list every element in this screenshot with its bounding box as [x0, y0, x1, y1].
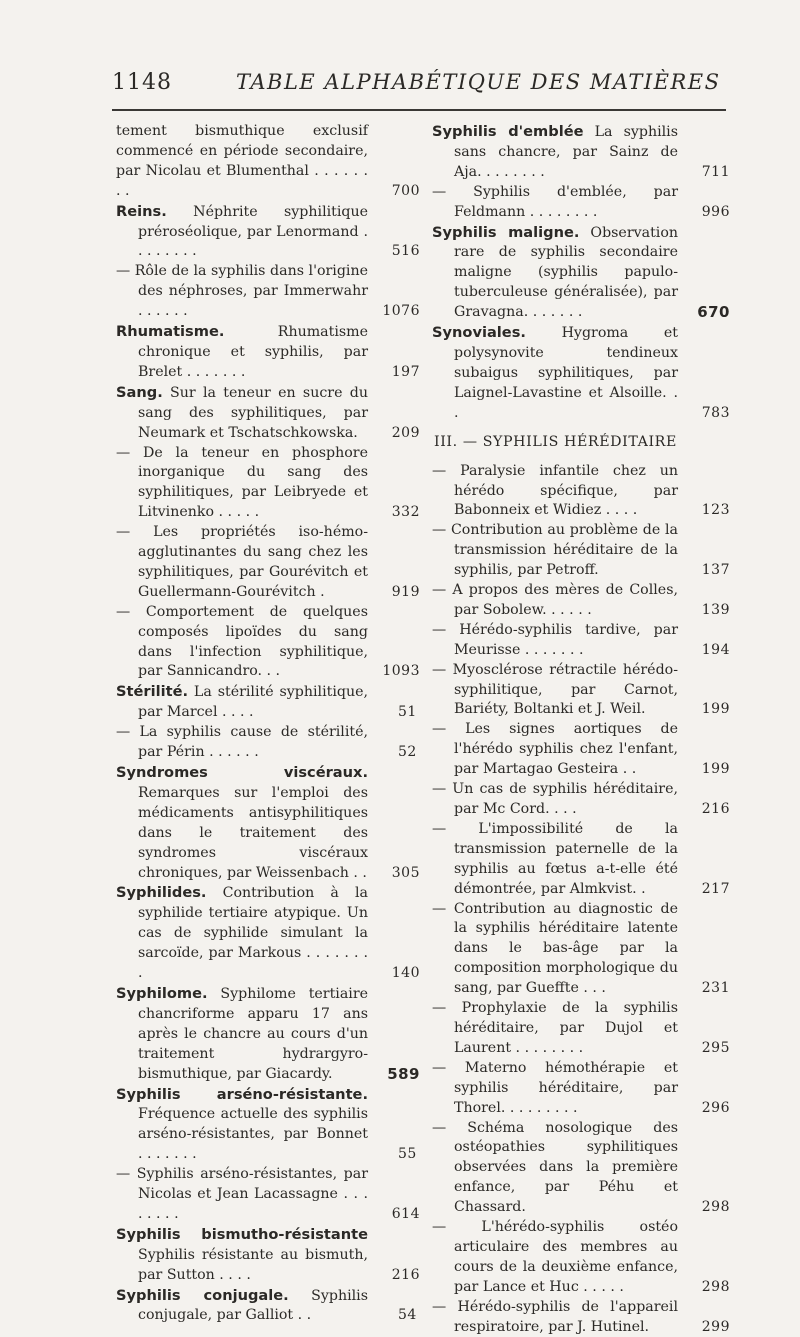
index-entry — [116, 1165, 420, 1225]
index-entry — [432, 223, 728, 324]
page-reference: 217 — [701, 880, 730, 897]
entry-text: — Hérédo-syphilis de l'appareil respiratoire, par J. Hutinel. — [432, 1298, 678, 1335]
entry-text: — Rôle de la syphilis dans l'origine des néphroses, par Immerwahr . . . . . . — [116, 263, 368, 320]
page-reference: 194 — [701, 641, 730, 658]
entry-text: Hygroma et polysynovite tendineux subaigus syphilitiques, par Laignel-Lavastine et Alsoille. . . — [454, 325, 678, 421]
entry-keyword: Sang. — [116, 383, 163, 401]
entry-text: — Syphilis arséno-résistantes, par Nicolas et Jean Lacassagne . . . . . . . . — [116, 1166, 368, 1222]
index-entry: — La syphilis cause de stérilité, par Périn . . . . . . 52 — [116, 724, 417, 761]
running-title: TABLE ALPHABÉTIQUE DES MATIÈRES — [236, 70, 721, 94]
page-reference: 296 — [701, 1099, 730, 1116]
index-entry — [432, 1059, 728, 1119]
index-entry — [432, 900, 728, 1000]
page-reference: 589 — [387, 1064, 420, 1083]
page-reference: 295 — [701, 1039, 730, 1056]
entry-text: Néphrite syphilitique préroséolique, par Lenormand . . . . . . . . — [138, 203, 368, 260]
page-reference: 139 — [701, 601, 730, 618]
index-entry — [116, 883, 420, 984]
index-entry — [432, 323, 728, 424]
entry-text: — Hérédo-syphilis tardive, par Meurisse . . . . . . . — [432, 621, 678, 658]
index-entry — [432, 780, 728, 820]
page-reference: 197 — [391, 363, 420, 380]
left-column — [116, 122, 420, 1326]
entry-text: — Myosclérose rétractile hérédo-syphilitique, par Carnot, Bariéty, Boltanki et J. Weil. — [432, 661, 678, 718]
entry-text: Sur la teneur en sucre du sang des syphilitiques, par Neumark et Tschatschkowska. — [138, 384, 368, 441]
page-reference: 299 — [701, 1318, 730, 1335]
header-rule — [112, 109, 726, 111]
index-entry — [116, 262, 420, 322]
index-entry — [116, 523, 420, 603]
page-reference: 919 — [391, 583, 420, 600]
page-header — [112, 70, 724, 104]
page-reference: 199 — [701, 701, 730, 718]
entry-text: Rhumatisme chronique et syphilis, par Brelet . . . . . . . — [138, 324, 368, 380]
page-reference: 137 — [701, 562, 730, 579]
entry-text: — Prophylaxie de la syphilis héréditaire, par Dujol et Laurent . . . . . . . . — [432, 1000, 678, 1056]
entry-text: Observation rare de syphilis secondaire maligne (syphilis papulo-tuberculeuse généralisée), par Gravagna. . . . . . . — [454, 224, 678, 321]
index-entry — [432, 462, 728, 522]
entry-text: — L'hérédo-syphilis ostéo articulaire des membres au cours de la deuxième enfance, par Lance et Huc . . . . . — [432, 1219, 678, 1295]
index-entry — [432, 183, 728, 223]
index-entry — [432, 581, 728, 621]
index-entry: Syphilis arséno-résistante. Fréquence actuelle des syphilis arséno-résistantes, par Bonnet . . . . . . . 55 — [116, 1085, 417, 1163]
entry-keyword: Syndromes viscéraux. — [116, 764, 368, 781]
page-reference: 332 — [391, 504, 420, 521]
entry-keyword: Syphilis conjugale. — [116, 1286, 289, 1304]
page-reference: 123 — [701, 502, 730, 519]
entry-keyword: Syphilis arséno-résistante. — [116, 1085, 368, 1103]
index-entry — [116, 322, 420, 383]
index-entry — [116, 383, 420, 444]
page-reference: 231 — [701, 980, 730, 997]
entry-text: — La syphilis cause de stérilité, par Périn . . . . . . — [116, 724, 368, 761]
index-entry — [432, 1119, 728, 1219]
index-entry — [116, 122, 420, 202]
entry-text: Syphilome tertiaire chancriforme apparu 17 ans après le chancre au cours d'un traitement hydrargyro-bismuthique, par Giacardy. — [138, 985, 368, 1082]
entry-text: Fréquence actuelle des syphilis arséno-résistantes, par Bonnet . . . . . . . — [138, 1106, 368, 1163]
entry-text: Contribution à la syphilide tertiaire atypique. Un cas de syphilide simulant la sarcoïde, par Markous . . . . . . . . — [138, 885, 368, 982]
page-reference: 516 — [391, 243, 420, 260]
entry-keyword: Syphilis maligne. — [432, 223, 580, 241]
page-reference: 216 — [701, 801, 730, 817]
page-number: 1148 — [112, 70, 172, 95]
index-entry — [116, 202, 420, 263]
entry-text: — Paralysie infantile chez un hérédo spécifique, par Babonneix et Widiez . . . . — [432, 462, 678, 519]
index-entry — [432, 999, 728, 1059]
page-reference: 298 — [701, 1278, 730, 1295]
entry-text: — A propos des mères de Colles, par Sobolew. . . . . . — [432, 582, 678, 618]
index-entry — [116, 1225, 420, 1286]
page-reference: 298 — [701, 1199, 730, 1216]
entry-keyword: Reins. — [116, 202, 167, 220]
index-entry — [116, 763, 420, 883]
entry-keyword: Rhumatisme. — [116, 323, 225, 341]
entry-text: — Comportement de quelques composés lipoïdes du sang dans l'infection syphilitique, par Sannicandro. . . — [116, 603, 368, 680]
page-reference: 209 — [391, 424, 420, 441]
entry-keyword: Syphilome. — [116, 984, 208, 1002]
page-reference: 1076 — [382, 303, 420, 320]
index-entry — [432, 661, 728, 721]
index-entry — [432, 122, 728, 183]
index-entry — [116, 603, 420, 683]
entry-text: La syphilis sans chancre, par Sainz de Aja. . . . . . . . — [454, 124, 678, 180]
page-reference: 783 — [701, 404, 730, 421]
page-reference: 216 — [391, 1266, 420, 1283]
entry-text: — Materno hémothérapie et syphilis héréditaire, par Thorel. . . . . . . . . — [432, 1059, 678, 1116]
index-entry — [432, 1298, 728, 1337]
section-heading: III. — SYPHILIS HÉRÉDITAIRE — [434, 433, 677, 450]
index-entry: Stérilité. La stérilité syphilitique, par Marcel . . . . 51 — [116, 683, 417, 721]
entry-text: La stérilité syphilitique, par Marcel . . . . — [138, 684, 368, 721]
entry-text: — Un cas de syphilis héréditaire, par Mc Cord. . . . — [432, 781, 678, 817]
page-reference: 711 — [701, 163, 730, 180]
entry-text: — L'impossibilité de la transmission paternelle de la syphilis au fœtus a-t-elle été démontrée, par Almkvist. . — [432, 820, 678, 897]
entry-text: — Contribution au diagnostic de la syphilis héréditaire latente dans le bas-âge par la composition morphologique du sang, par Gueffte . . . — [432, 900, 678, 997]
index-entry: Syphilis conjugale. Syphilis conjugale, par Galliot . . 54 — [116, 1286, 417, 1324]
entry-text: — Les propriétés iso-hémo-agglutinantes du sang chez les syphilitiques, par Gourévitch et Guellermann-Gourévitch . — [116, 524, 368, 600]
entry-text: Syphilis conjugale, par Galliot . . — [138, 1287, 368, 1324]
page-reference: 199 — [701, 761, 730, 778]
entry-keyword: Syphilis bismutho-résistante — [116, 1225, 368, 1243]
entry-text: — Schéma nosologique des ostéopathies syphilitiques observées dans la première enfance, par Péhu et Chassard. — [432, 1119, 678, 1216]
entry-keyword: Syphilides. — [116, 884, 207, 902]
page-reference: 670 — [697, 303, 730, 322]
page-reference: 140 — [391, 965, 420, 982]
index-entry — [432, 621, 728, 661]
page-reference: 305 — [391, 864, 420, 881]
entry-text: Remarques sur l'emploi des médicaments antisyphilitiques dans le traitement des syndromes viscéraux chroniques, par Weissenbach . . — [138, 784, 368, 881]
entry-text: Syphilis résistante au bismuth, par Sutton . . . . — [138, 1246, 368, 1283]
entry-text: — Contribution au problème de la transmission héréditaire de la syphilis, par Petroff. — [432, 522, 678, 579]
right-column — [432, 122, 728, 1337]
index-entry — [432, 820, 728, 900]
entry-text: tement bismuthique exclusif commencé en période secondaire, par Nicolau et Blumenthal . . . . . . . . — [116, 123, 368, 199]
index-entry — [432, 521, 728, 581]
index-entry — [432, 1218, 728, 1298]
page-reference: 1093 — [382, 663, 420, 680]
entry-text: — Les signes aortiques de l'hérédo syphilis chez l'enfant, par Martagao Gesteira . . — [432, 721, 678, 778]
page-reference: 614 — [391, 1205, 420, 1222]
entry-keyword: Synoviales. — [432, 324, 526, 342]
index-entry — [116, 984, 420, 1085]
index-entry — [116, 444, 420, 524]
entry-text: — De la teneur en phosphore inorganique du sang des syphilitiques, par Leibryede et Litvinenko . . . . . — [116, 444, 368, 521]
entry-keyword: Syphilis d'emblée — [432, 123, 584, 140]
page-reference: 700 — [391, 182, 420, 199]
index-entry — [432, 720, 728, 780]
entry-text: — Syphilis d'emblée, par Feldmann . . . . . . . . — [432, 183, 678, 220]
page-reference: 996 — [701, 203, 730, 220]
entry-keyword: Stérilité. — [116, 683, 189, 701]
